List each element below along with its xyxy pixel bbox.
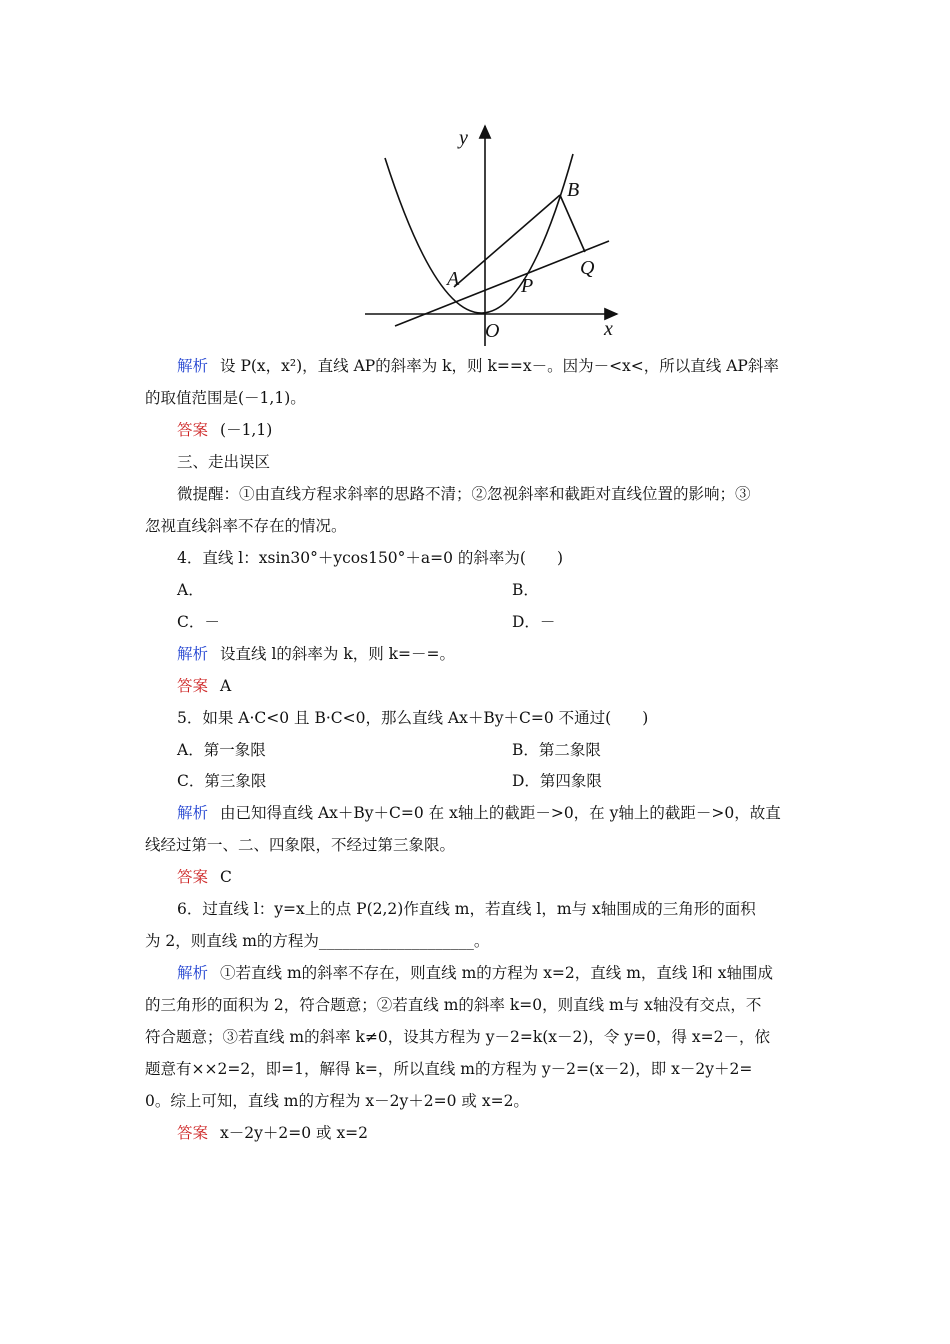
q6-answer: 答案 x－2y＋2=0 或 x=2 [177,1124,369,1142]
q3-analysis-line1: 解析 设 P(x，x²)，直线 AP的斜率为 k，则 k==x－。因为－<x<，所以直线 AP斜率 [177,357,779,375]
q6-stem-line1: 6．过直线 l：y=x上的点 P(2,2)作直线 m，若直线 l，m与 x轴围成的三角形的面积 [177,900,756,918]
section-title: 三、走出误区 [177,453,271,471]
q6-analysis-line2: 的三角形的面积为 2，符合题意；②若直线 m的斜率 k=0，则直线 m与 x轴没有交点，不 [145,996,762,1014]
label-y: y [459,127,468,149]
q6-analysis-line3: 符合题意；③若直线 m的斜率 k≠0，设其方程为 y－2=k(x－2)，令 y=0，得 x=2－，依 [145,1028,770,1046]
q5-answer: 答案 C [177,868,232,886]
label-x: x [604,318,613,340]
q4-option-b: B． [512,581,539,599]
q4-analysis-label: 解析 [177,645,209,663]
q6-stem-line2: 为 2，则直线 m的方程为____________________。 [145,932,490,950]
q5-analysis-line1: 解析 由已知得直线 Ax＋By＋C=0 在 x轴上的截距－>0，在 y轴上的截距－>0，故直 [177,804,781,822]
segment-bq [560,195,585,252]
figure-svg [355,118,625,350]
label-a: A [447,268,460,290]
q6-analysis-line5: 0。综上可知，直线 m的方程为 x－2y＋2=0 或 x=2。 [145,1092,529,1110]
q6-answer-label: 答案 [177,1124,209,1142]
label-b: B [567,179,580,201]
q5-answer-label: 答案 [177,868,209,886]
q5-analysis-label: 解析 [177,804,209,822]
q3-analysis-label: 解析 [177,357,209,375]
parabola-figure [355,118,625,350]
parabola-curve [385,154,573,313]
q3-answer-label: 答案 [177,421,209,439]
label-o: O [485,320,500,342]
q4-option-d: D．－ [512,613,556,631]
q5-stem: 5．如果 A·C<0 且 B·C<0，那么直线 Ax＋By＋C=0 不通过( ) [177,709,649,727]
q6-analysis-line4: 题意有××2=2，即=1，解得 k=，所以直线 m的方程为 y－2=(x－2)，即 x－2y＋2= [145,1060,753,1078]
label-p: P [521,275,534,297]
q5-analysis-line2: 线经过第一、二、四象限，不经过第三象限。 [145,836,456,854]
tip-line2: 忽视直线斜率不存在的情况。 [145,517,347,535]
q3-analysis-line2: 的取值范围是(－1,1)。 [145,389,306,407]
label-q: Q [580,257,595,279]
q3-answer: 答案 (－1,1) [177,421,273,439]
tip-line1: 微提醒：①由直线方程求斜率的思路不清；②忽视斜率和截距对直线位置的影响；③ [177,485,751,503]
q5-option-d: D．第四象限 [512,772,602,790]
q6-analysis-label: 解析 [177,964,209,982]
q4-option-a: A． [177,581,204,599]
q6-analysis-line1: 解析 ①若直线 m的斜率不存在，则直线 m的方程为 x=2，直线 m，直线 l和 x轴围成 [177,964,773,982]
q4-option-c: C．－ [177,613,220,631]
q5-option-a: A．第一象限 [177,741,266,759]
q4-stem: 4．直线 l：xsin30°＋ycos150°＋a=0 的斜率为( ) [177,549,564,567]
q4-answer: 答案 A [177,677,232,695]
q5-option-b: B．第二象限 [512,741,601,759]
q4-answer-label: 答案 [177,677,209,695]
q5-option-c: C．第三象限 [177,772,267,790]
q4-analysis: 解析 设直线 l的斜率为 k，则 k=－=。 [177,645,456,663]
